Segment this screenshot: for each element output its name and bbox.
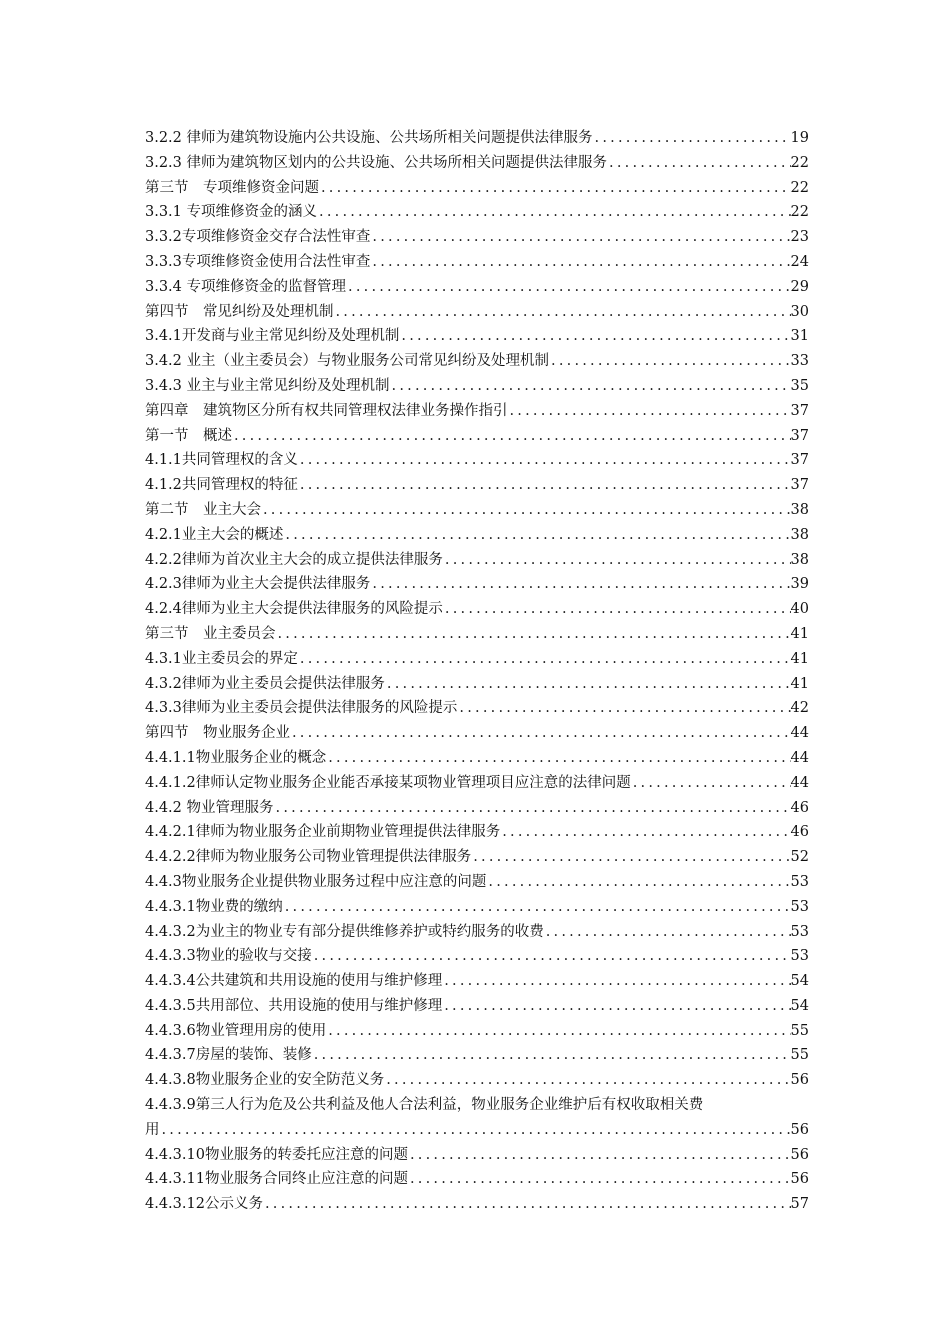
toc-page-number: 52 [790, 849, 809, 866]
toc-entry[interactable] [145, 324, 809, 349]
toc-entry-label: 3.4.2 业主（业主委员会）与物业服务公司常见纠纷及处理机制 [145, 353, 550, 370]
toc-entry-label: 第一节 概述 [145, 427, 232, 444]
toc-leader-dots [593, 126, 791, 151]
toc-leader-dots [631, 771, 791, 796]
toc-page-number: 37 [790, 402, 809, 419]
toc-leader-dots [408, 1143, 791, 1168]
toc-entry-label: 3.4.1开发商与业主常见纠纷及处理机制 [145, 328, 400, 345]
toc-entry-label: 4.1.1共同管理权的含义 [145, 452, 298, 469]
toc-entry[interactable] [145, 647, 809, 672]
toc-leader-dots [443, 597, 791, 622]
toc-page-number: 38 [790, 501, 809, 518]
toc-leader-dots [283, 895, 791, 920]
toc-entry[interactable] [145, 969, 809, 994]
toc-leader-dots [160, 1118, 791, 1143]
toc-entry-label: 4.2.3律师为业主大会提供法律服务 [145, 576, 371, 593]
toc-page-number: 53 [790, 923, 809, 940]
toc-entry-label: 4.4.3.10物业服务的转委托应注意的问题 [145, 1146, 408, 1163]
toc-page-number: 37 [790, 477, 809, 494]
toc-entry-label: 4.4.3.2为业主的物业专有部分提供维修养护或特约服务的收费 [145, 923, 544, 940]
toc-page-number: 42 [790, 700, 809, 717]
toc-entry[interactable] [145, 548, 809, 573]
toc-page-number: 41 [790, 625, 809, 642]
toc-entry[interactable] [145, 374, 809, 399]
toc-leader-dots [298, 647, 791, 672]
toc-section [145, 1143, 809, 1217]
toc-page-number: 31 [790, 328, 809, 345]
toc-entry-label: 4.4.2.2律师为物业服务公司物业管理提供法律服务 [145, 849, 472, 866]
toc-entry[interactable] [145, 845, 809, 870]
toc-page-number: 40 [790, 601, 809, 618]
toc-entry[interactable] [145, 746, 809, 771]
toc-page-number: 22 [790, 179, 809, 196]
toc-section [145, 126, 809, 1093]
toc-entry[interactable] [145, 870, 809, 895]
toc-leader-dots [312, 1043, 791, 1068]
toc-entry-label: 第二节 业主大会 [145, 501, 261, 518]
toc-entry-label: 第三节 专项维修资金问题 [145, 179, 319, 196]
toc-entry[interactable] [145, 126, 809, 151]
toc-entry[interactable] [145, 672, 809, 697]
toc-entry[interactable] [145, 1019, 809, 1044]
toc-leader-dots [370, 250, 790, 275]
toc-entry[interactable] [145, 1068, 809, 1093]
toc-leader-dots [442, 969, 790, 994]
toc-page-number: 55 [790, 1047, 809, 1064]
toc-page-number: 38 [790, 526, 809, 543]
toc-leader-dots [607, 151, 791, 176]
toc-entry[interactable] [145, 448, 809, 473]
toc-page-number: 22 [790, 204, 809, 221]
toc-entry[interactable] [145, 920, 809, 945]
toc-leader-dots [390, 374, 791, 399]
toc-page-number: 37 [790, 452, 809, 469]
toc-leader-dots [408, 1167, 791, 1192]
toc-leader-dots [298, 448, 791, 473]
toc-page-number: 30 [790, 303, 809, 320]
toc-entry-label: 4.2.1业主大会的概述 [145, 526, 284, 543]
toc-entry-label: 3.2.2 律师为建筑物设施内公共设施、公共场所相关问题提供法律服务 [145, 130, 593, 146]
toc-entry-label: 4.2.4律师为业主大会提供法律服务的风险提示 [145, 601, 443, 618]
toc-wrapped-entry [145, 1093, 809, 1143]
toc-page-number: 53 [790, 873, 809, 890]
toc-leader-dots [263, 1192, 791, 1217]
toc-page-number: 22 [790, 154, 809, 171]
toc-leader-dots [384, 1068, 790, 1093]
toc-leader-dots [370, 572, 790, 597]
toc-leader-dots [442, 994, 790, 1019]
toc-entry[interactable] [145, 622, 809, 647]
toc-page-number: 56 [790, 1072, 809, 1089]
toc-page-number: 38 [790, 551, 809, 568]
toc-page-number: 19 [790, 130, 809, 146]
toc-entry[interactable] [145, 771, 809, 796]
toc-entry[interactable] [145, 721, 809, 746]
toc-leader-dots [334, 300, 791, 325]
toc-page-number: 53 [790, 948, 809, 965]
toc-entry[interactable] [145, 1192, 809, 1217]
toc-entry-label: 3.3.1 专项维修资金的涵义 [145, 204, 318, 221]
toc-leader-dots [457, 696, 790, 721]
toc-leader-dots [370, 225, 790, 250]
toc-page-number: 41 [790, 675, 809, 692]
toc-entry-label: 4.4.1.2律师认定物业服务企业能否承接某项物业管理项目应注意的法律问题 [145, 774, 631, 791]
toc-leader-dots [346, 275, 791, 300]
toc-entry-label: 4.3.3律师为业主委员会提供法律服务的风险提示 [145, 700, 458, 717]
toc-leader-dots [471, 845, 790, 870]
toc-entry[interactable] [145, 895, 809, 920]
toc-leader-dots [283, 523, 790, 548]
toc-entry[interactable] [145, 994, 809, 1019]
toc-entry[interactable] [145, 424, 809, 449]
toc-leader-dots [290, 721, 791, 746]
toc-page-number: 57 [790, 1196, 809, 1213]
toc-leader-dots [544, 920, 791, 945]
toc-leader-dots [298, 473, 791, 498]
toc-leader-dots [326, 746, 790, 771]
toc-entry[interactable] [145, 399, 809, 424]
toc-entry-label: 第四节 物业服务企业 [145, 725, 290, 742]
toc-entry-label: 3.3.4 专项维修资金的监督管理 [145, 278, 347, 295]
toc-leader-dots [276, 622, 791, 647]
toc-page-number: 46 [790, 824, 809, 841]
toc-entry[interactable] [145, 523, 809, 548]
toc-entry[interactable] [145, 225, 809, 250]
toc-entry-label: 4.2.2律师为首次业主大会的成立提供法律服务 [145, 551, 443, 568]
toc-entry[interactable] [145, 572, 809, 597]
toc-leader-dots [261, 498, 791, 523]
toc-leader-dots [399, 324, 790, 349]
toc-entry-label: 第四章 建筑物区分所有权共同管理权法律业务操作指引 [145, 402, 508, 419]
toc-leader-dots [486, 870, 790, 895]
toc-leader-dots [232, 424, 791, 449]
toc-leader-dots [443, 548, 791, 573]
toc-leader-dots [385, 672, 791, 697]
toc-page-number: 46 [790, 799, 809, 816]
toc-entry-label: 3.2.3 律师为建筑物区划内的公共设施、公共场所相关问题提供法律服务 [145, 154, 608, 171]
toc-entry-label: 第四节 常见纠纷及处理机制 [145, 303, 334, 320]
toc-entry[interactable] [145, 944, 809, 969]
toc-entry[interactable] [145, 250, 809, 275]
toc-entry[interactable] [145, 300, 809, 325]
toc-entry-label: 4.4.3.11物业服务合同终止应注意的问题 [145, 1171, 408, 1188]
toc-entry[interactable] [145, 349, 809, 374]
toc-entry-label: 3.3.2专项维修资金交存合法性审查 [145, 229, 371, 246]
toc-wrapped-entry-line1: 4.4.3.9第三人行为危及公共利益及他人合法利益，物业服务企业维护后有权收取相关费 [145, 1097, 704, 1114]
toc-page-number: 53 [790, 898, 809, 915]
toc-entry-label: 4.4.3.3物业的验收与交接 [145, 948, 312, 965]
toc-entry-label: 4.4.2.1律师为物业服务企业前期物业管理提供法律服务 [145, 824, 501, 841]
toc-entry-label: 4.4.3.12公示义务 [145, 1196, 263, 1213]
table-of-contents [145, 126, 809, 1217]
toc-page-number: 55 [790, 1022, 809, 1039]
toc-leader-dots [326, 1019, 790, 1044]
toc-wrapped-entry-line2 [145, 1118, 809, 1143]
toc-page-number: 41 [790, 650, 809, 667]
toc-leader-dots [500, 820, 790, 845]
toc-page-number: 39 [790, 576, 809, 593]
toc-page-number: 35 [790, 377, 809, 394]
toc-entry-label: 4.4.3.5共用部位、共用设施的使用与维护修理 [145, 997, 443, 1014]
toc-entry[interactable] [145, 796, 809, 821]
toc-page-number: 37 [790, 427, 809, 444]
toc-page-number: 56 [790, 1121, 809, 1138]
toc-page-number: 29 [790, 278, 809, 295]
toc-entry[interactable] [145, 200, 809, 225]
toc-entry-label: 4.4.3.4公共建筑和共用设施的使用与维护修理 [145, 973, 443, 990]
toc-page-number: 44 [790, 725, 809, 742]
toc-entry[interactable] [145, 473, 809, 498]
toc-entry-label: 4.4.3.7房屋的装饰、装修 [145, 1047, 312, 1064]
toc-leader-dots [508, 399, 791, 424]
toc-entry-label: 4.3.2律师为业主委员会提供法律服务 [145, 675, 385, 692]
toc-page-number: 33 [790, 353, 809, 370]
toc-entry-label: 4.4.3物业服务企业提供物业服务过程中应注意的问题 [145, 873, 487, 890]
toc-page-number: 44 [790, 774, 809, 791]
toc-entry[interactable] [145, 1143, 809, 1168]
toc-page-number: 44 [790, 749, 809, 766]
toc-entry[interactable] [145, 696, 809, 721]
toc-entry-label: 4.4.3.1物业费的缴纳 [145, 898, 283, 915]
toc-page-number: 54 [790, 997, 809, 1014]
toc-leader-dots [274, 796, 791, 821]
toc-leader-dots [312, 944, 791, 969]
toc-entry[interactable] [145, 1043, 809, 1068]
toc-entry-label: 4.1.2共同管理权的特征 [145, 477, 298, 494]
toc-entry-label: 4.3.1业主委员会的界定 [145, 650, 298, 667]
toc-entry[interactable] [145, 820, 809, 845]
toc-entry[interactable] [145, 597, 809, 622]
toc-entry[interactable] [145, 151, 809, 176]
toc-page-number: 54 [790, 973, 809, 990]
toc-entry[interactable] [145, 176, 809, 201]
toc-entry-label: 第三节 业主委员会 [145, 625, 276, 642]
toc-page-number: 56 [790, 1171, 809, 1188]
toc-leader-dots [319, 176, 791, 201]
toc-entry-label: 4.4.2 物业管理服务 [145, 799, 274, 816]
toc-entry[interactable] [145, 1167, 809, 1192]
toc-leader-dots [317, 200, 791, 225]
toc-entry-label: 4.4.3.8物业服务企业的安全防范义务 [145, 1072, 385, 1089]
toc-entry-label: 3.4.3 业主与业主常见纠纷及处理机制 [145, 377, 390, 394]
toc-entry-label: 4.4.3.6物业管理用房的使用 [145, 1022, 327, 1039]
toc-page-number: 56 [790, 1146, 809, 1163]
toc-entry[interactable] [145, 498, 809, 523]
toc-leader-dots [549, 349, 791, 374]
toc-entry[interactable] [145, 275, 809, 300]
toc-page-number: 23 [790, 229, 809, 246]
toc-entry-label: 3.3.3专项维修资金使用合法性审查 [145, 253, 371, 270]
toc-entry-label: 用 [145, 1121, 160, 1138]
toc-page-number: 24 [790, 253, 809, 270]
toc-entry-label: 4.4.1.1物业服务企业的概念 [145, 749, 327, 766]
